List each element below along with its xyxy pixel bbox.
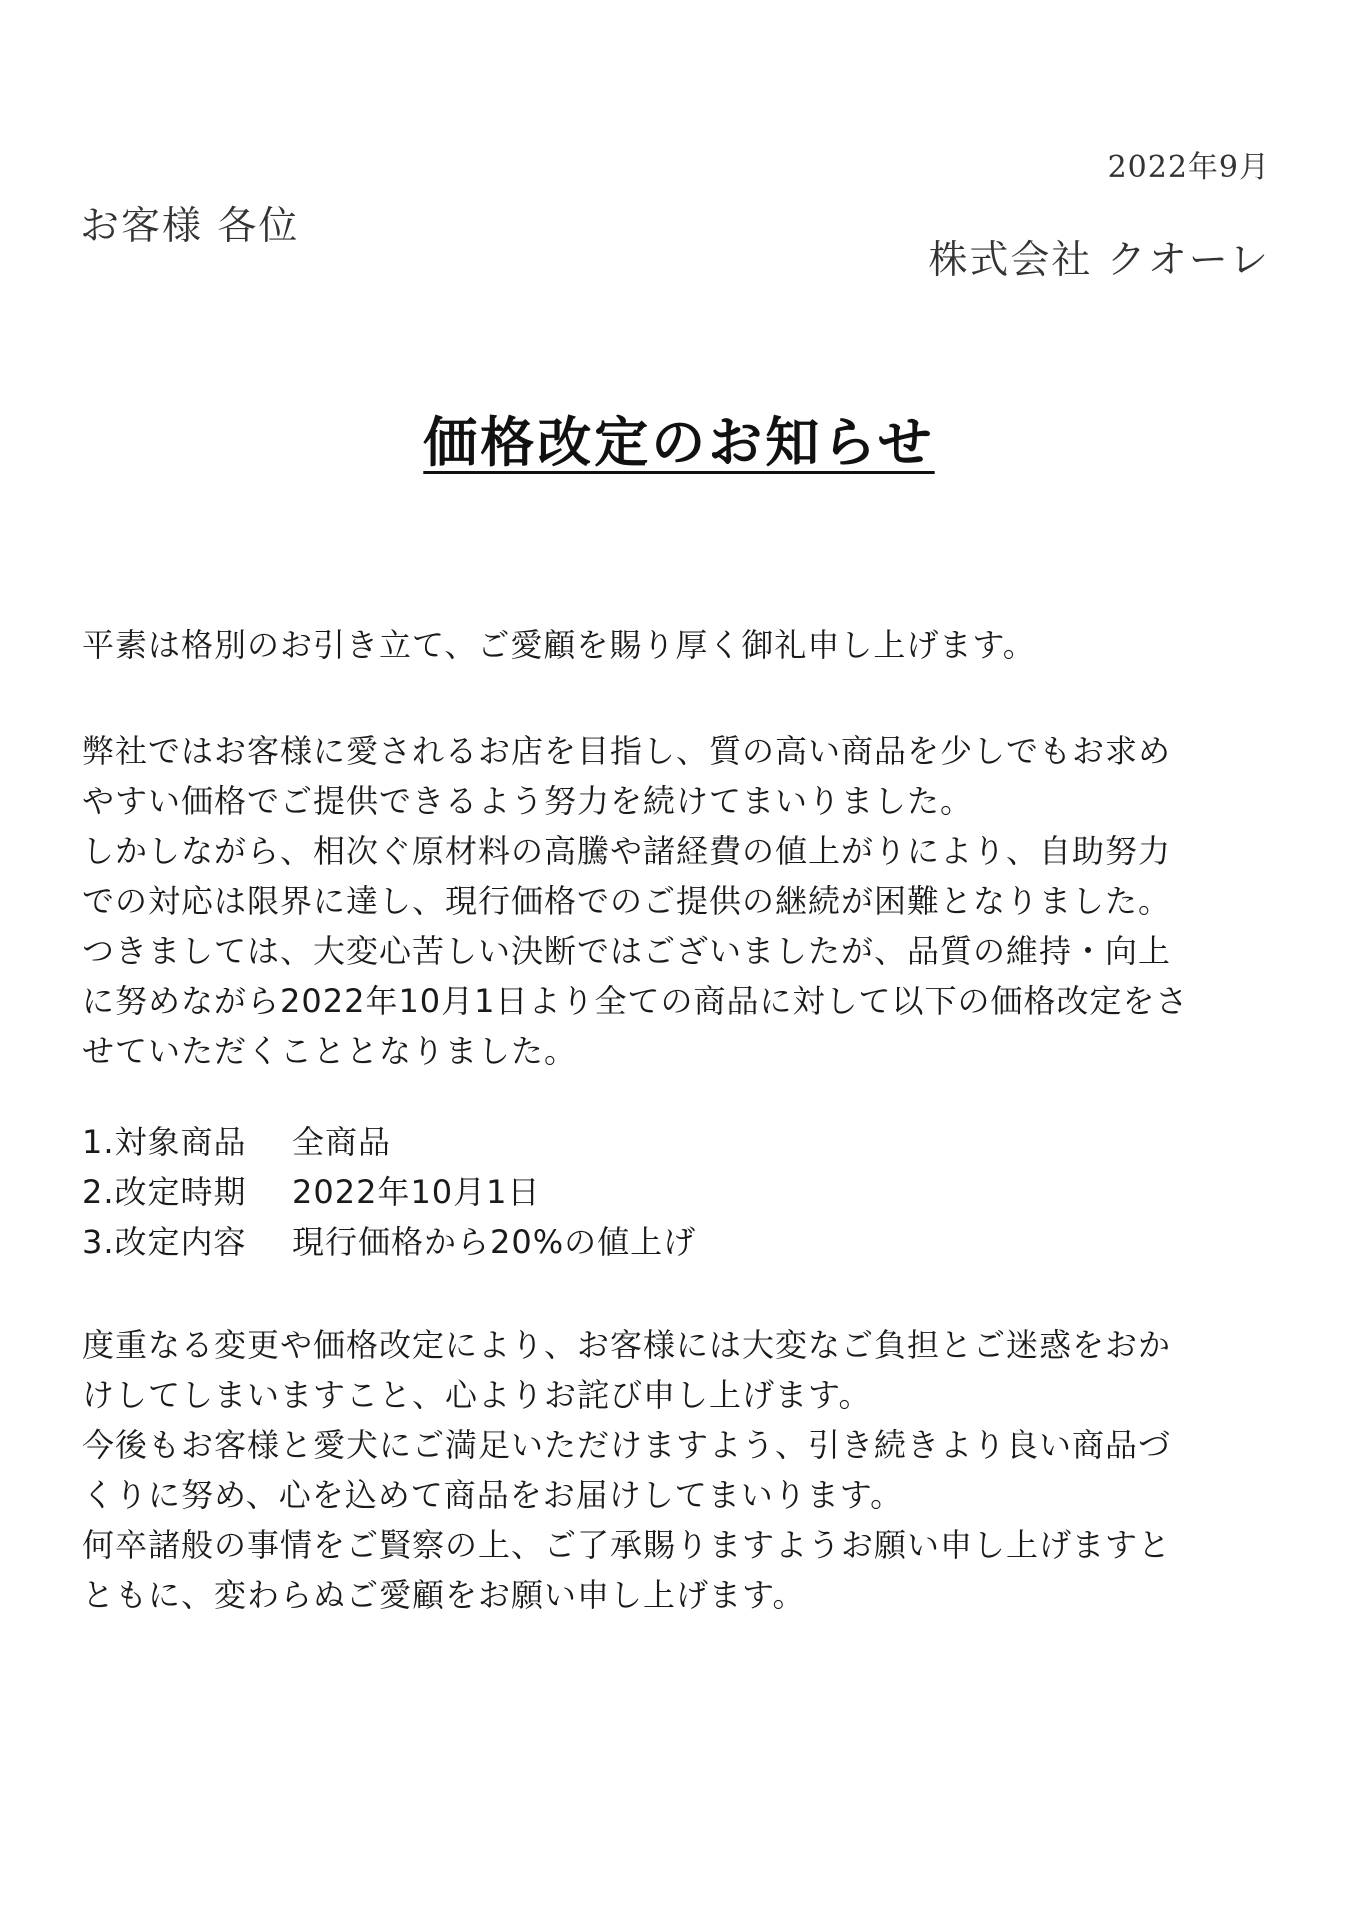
paragraph-1 <box>82 726 1282 1076</box>
paragraph-line: 何卒諸般の事情をご賢察の上、ご了承賜りますようお願い申し上げますと <box>82 1526 1172 1564</box>
paragraph-line: 度重なる変更や価格改定により、お客様には大変なご負担とご迷惑をおか <box>82 1326 1172 1364</box>
document-title-container <box>0 400 1358 477</box>
paragraph-line: ともに、変わらぬご愛顧をお願い申し上げます。 <box>82 1576 806 1614</box>
paragraph-line: での対応は限界に達し、現行価格でのご提供の継続が困難となりました。 <box>82 882 1172 920</box>
list-item <box>82 1117 1282 1167</box>
paragraph-line: やすい価格でご提供できるよう努力を続けてまいりました。 <box>82 782 974 820</box>
recipient: お客様 各位 <box>80 204 300 249</box>
paragraph-line: 今後もお客様と愛犬にご満足いただけますよう、引き続きより良い商品づ <box>82 1426 1172 1464</box>
paragraph-line: けしてしまいますこと、心よりお詫び申し上げます。 <box>82 1376 872 1414</box>
paragraph-line: くりに努め、心を込めて商品をお届けしてまいります。 <box>82 1476 904 1514</box>
item-value: 全商品 <box>292 1123 392 1161</box>
revision-details-list <box>82 1117 1282 1267</box>
paragraph-line: 弊社ではお客様に愛されるお店を目指し、質の高い商品を少しでもお求め <box>82 732 1172 770</box>
document-date: 2022年9月 <box>1107 150 1270 185</box>
sender-company: 株式会社 クオーレ <box>928 238 1270 283</box>
paragraph-line: に努めながら2022年10月1日より全ての商品に対して以下の価格改定をさ <box>82 982 1189 1020</box>
paragraph-line: つきましては、大変心苦しい決断ではございましたが、品質の維持・向上 <box>82 932 1172 970</box>
paragraph-line: しかしながら、相次ぐ原材料の高騰や諸経費の値上がりにより、自助努力 <box>82 832 1172 870</box>
document-title: 価格改定のお知らせ <box>423 411 935 474</box>
list-item <box>82 1217 1282 1267</box>
greeting: 平素は格別のお引き立て、ご愛顧を賜り厚く御礼申し上げます。 <box>82 626 1036 664</box>
item-value: 現行価格から20%の値上げ <box>292 1223 697 1261</box>
paragraph-line: せていただくこととなりました。 <box>82 1032 578 1070</box>
paragraph-2 <box>82 1320 1282 1620</box>
item-value: 2022年10月1日 <box>292 1173 541 1211</box>
item-label: 1.対象商品 <box>82 1123 247 1161</box>
item-label: 2.改定時期 <box>82 1173 247 1211</box>
item-label: 3.改定内容 <box>82 1223 247 1261</box>
list-item <box>82 1167 1282 1217</box>
